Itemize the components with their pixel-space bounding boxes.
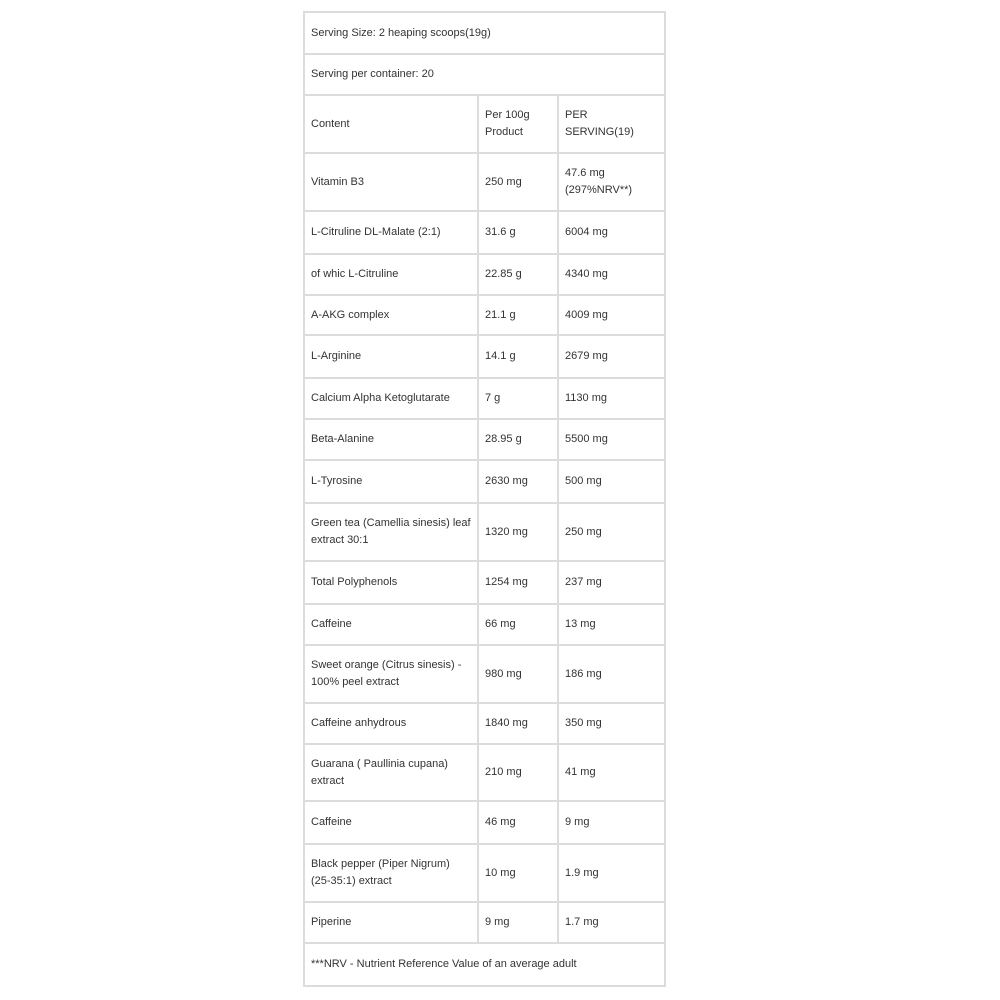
serving-size-cell: Serving Size: 2 heaping scoops(19g)	[304, 12, 665, 54]
table-row	[304, 744, 665, 801]
per-serving-cell: 5500 mg	[558, 419, 665, 460]
per-100g-cell: 250 mg	[478, 153, 558, 211]
per-serving-cell: 500 mg	[558, 460, 665, 503]
per-serving-cell: 47.6 mg (297%NRV**)	[558, 153, 665, 211]
table-row	[304, 645, 665, 703]
table-header-row	[304, 95, 665, 153]
per-serving-cell: 237 mg	[558, 561, 665, 604]
ingredient-name-cell: L-Arginine	[304, 335, 478, 378]
per-serving-cell: 1130 mg	[558, 378, 665, 419]
table-row	[304, 460, 665, 503]
table-row	[304, 211, 665, 254]
ingredient-name-cell: Calcium Alpha Ketoglutarate	[304, 378, 478, 419]
ingredient-name-cell: Black pepper (Piper Nigrum) (25-35:1) extract	[304, 844, 478, 902]
ingredient-name-cell: Green tea (Camellia sinesis) leaf extract 30:1	[304, 503, 478, 561]
header-per-100g: Per 100g Product	[478, 95, 558, 153]
per-serving-cell: 9 mg	[558, 801, 665, 844]
ingredient-name-cell: Vitamin B3	[304, 153, 478, 211]
nutrition-facts-body	[304, 12, 665, 986]
per-serving-cell: 350 mg	[558, 703, 665, 744]
per-100g-cell: 1254 mg	[478, 561, 558, 604]
per-100g-cell: 1320 mg	[478, 503, 558, 561]
per-serving-cell: 4009 mg	[558, 295, 665, 335]
table-row	[304, 561, 665, 604]
table-row	[304, 378, 665, 419]
per-100g-cell: 210 mg	[478, 744, 558, 801]
per-100g-cell: 46 mg	[478, 801, 558, 844]
footnote-cell: ***NRV - Nutrient Reference Value of an average adult	[304, 943, 665, 986]
per-100g-cell: 2630 mg	[478, 460, 558, 503]
per-100g-cell: 66 mg	[478, 604, 558, 645]
per-100g-cell: 1840 mg	[478, 703, 558, 744]
ingredient-name-cell: L-Citruline DL-Malate (2:1)	[304, 211, 478, 254]
servings-per-container-row	[304, 54, 665, 95]
header-content: Content	[304, 95, 478, 153]
table-row	[304, 604, 665, 645]
per-100g-cell: 980 mg	[478, 645, 558, 703]
ingredient-name-cell: L-Tyrosine	[304, 460, 478, 503]
per-100g-cell: 28.95 g	[478, 419, 558, 460]
header-per-serving: PER SERVING(19)	[558, 95, 665, 153]
ingredient-name-cell: Sweet orange (Citrus sinesis) - 100% peel extract	[304, 645, 478, 703]
table-row	[304, 295, 665, 335]
ingredient-name-cell: Total Polyphenols	[304, 561, 478, 604]
per-100g-cell: 22.85 g	[478, 254, 558, 295]
table-row	[304, 801, 665, 844]
ingredient-name-cell: A-AKG complex	[304, 295, 478, 335]
per-serving-cell: 13 mg	[558, 604, 665, 645]
ingredient-name-cell: Piperine	[304, 902, 478, 943]
per-serving-cell: 41 mg	[558, 744, 665, 801]
table-row	[304, 703, 665, 744]
table-row	[304, 844, 665, 902]
per-100g-cell: 9 mg	[478, 902, 558, 943]
per-serving-cell: 4340 mg	[558, 254, 665, 295]
table-row	[304, 335, 665, 378]
table-row	[304, 254, 665, 295]
per-100g-cell: 21.1 g	[478, 295, 558, 335]
ingredient-name-cell: Beta-Alanine	[304, 419, 478, 460]
ingredient-name-cell: Caffeine anhydrous	[304, 703, 478, 744]
table-row	[304, 503, 665, 561]
per-100g-cell: 31.6 g	[478, 211, 558, 254]
per-100g-cell: 14.1 g	[478, 335, 558, 378]
per-100g-cell: 7 g	[478, 378, 558, 419]
ingredient-name-cell: of whic L-Citruline	[304, 254, 478, 295]
per-serving-cell: 6004 mg	[558, 211, 665, 254]
table-row	[304, 153, 665, 211]
serving-size-row	[304, 12, 665, 54]
per-100g-cell: 10 mg	[478, 844, 558, 902]
ingredient-name-cell: Caffeine	[304, 604, 478, 645]
per-serving-cell: 250 mg	[558, 503, 665, 561]
ingredient-name-cell: Caffeine	[304, 801, 478, 844]
table-row	[304, 902, 665, 943]
per-serving-cell: 1.7 mg	[558, 902, 665, 943]
footnote-row	[304, 943, 665, 986]
servings-per-container-cell: Serving per container: 20	[304, 54, 665, 95]
nutrition-facts-table	[303, 11, 666, 987]
ingredient-name-cell: Guarana ( Paullinia cupana) extract	[304, 744, 478, 801]
table-row	[304, 419, 665, 460]
per-serving-cell: 2679 mg	[558, 335, 665, 378]
per-serving-cell: 186 mg	[558, 645, 665, 703]
per-serving-cell: 1.9 mg	[558, 844, 665, 902]
